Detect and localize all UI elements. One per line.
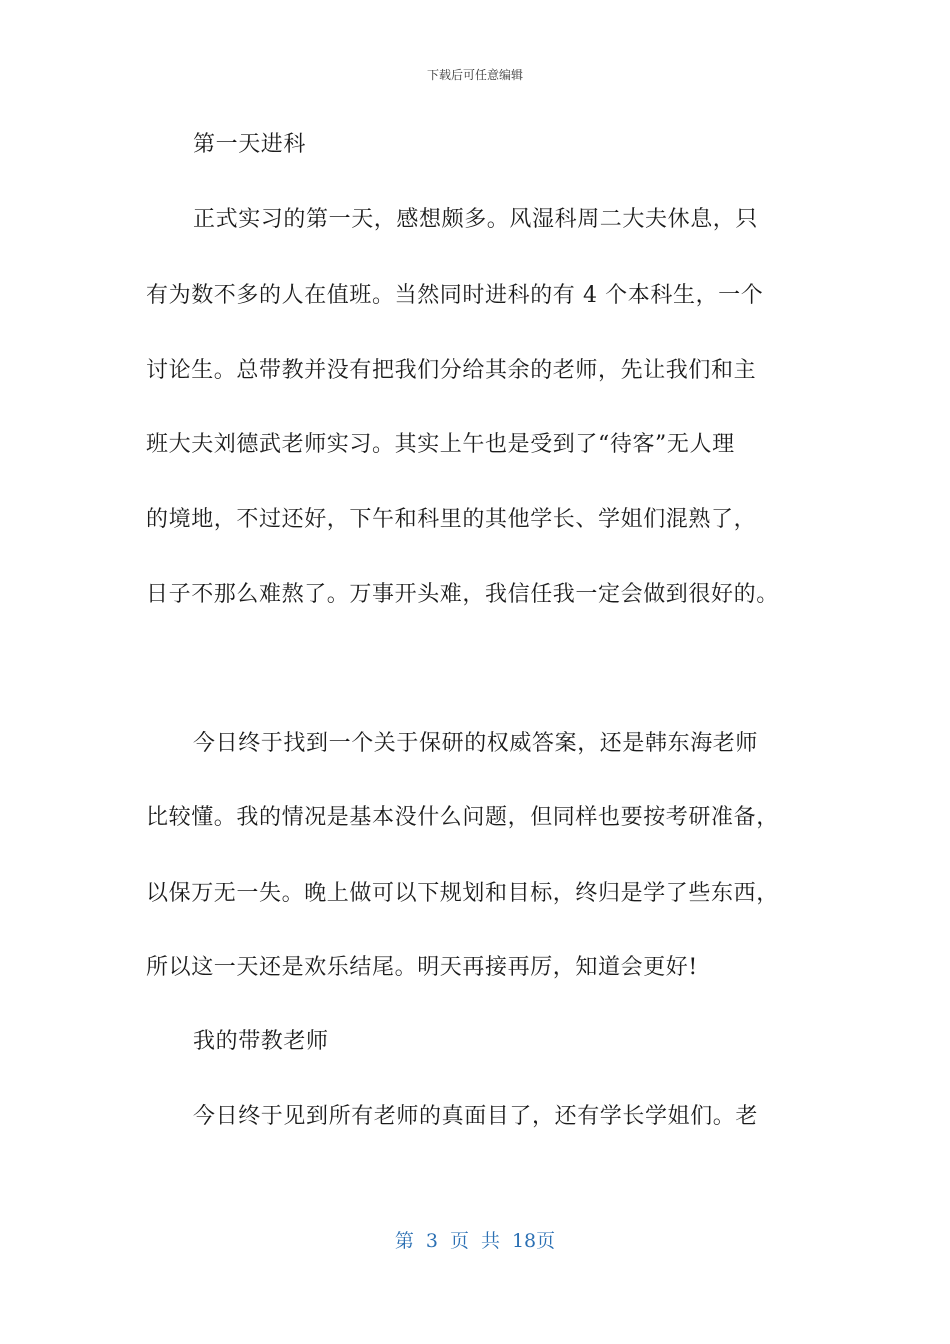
footer-total-label: 共 xyxy=(480,1230,500,1252)
paragraph-line: 所以这一天还是欢乐结尾。明天再接再厉，知道会更好! xyxy=(146,955,698,980)
paragraph-line: 讨论生。总带教并没有把我们分给其余的老师，先让我们和主 xyxy=(146,358,757,383)
paragraph-line: 今日终于找到一个关于保研的权威答案，还是韩东海老师 xyxy=(193,731,759,756)
footer-total-pages: 18页 xyxy=(511,1230,556,1252)
footer-page-unit: 页 xyxy=(449,1230,469,1252)
paragraph-line: 班大夫刘德武老师实习。其实上午也是受到了“待客”无人理 xyxy=(146,432,735,457)
header-note: 下载后可任意编辑 xyxy=(426,68,523,82)
paragraph-line: 的境地，不过还好，下午和科里的其他学长、学姐们混熟了， xyxy=(146,507,757,532)
section-heading: 我的带教老师 xyxy=(193,1029,329,1054)
paragraph-line: 有为数不多的人在值班。当然同时进科的有 4 个本科生，一个 xyxy=(146,283,764,308)
footer-page-number: 3 xyxy=(425,1230,438,1252)
page-footer xyxy=(0,1226,950,1253)
paragraph-line: 比较懂。我的情况是基本没什么问题，但同样也要按考研准备， xyxy=(146,805,779,830)
paragraph-line: 今日终于见到所有老师的真面目了，还有学长学姐们。老 xyxy=(193,1104,759,1129)
paragraph-line: 以保万无一失。晚上做可以下规划和目标，终归是学了些东西， xyxy=(146,881,779,906)
paragraph-line: 日子不那么难熬了。万事开头难，我信任我一定会做到很好的。 xyxy=(146,582,779,607)
section-heading: 第一天进科 xyxy=(193,132,307,157)
footer-page-label: 第 xyxy=(394,1230,414,1252)
paragraph-line: 正式实习的第一天，感想颇多。风湿科周二大夫休息，只 xyxy=(193,207,759,232)
